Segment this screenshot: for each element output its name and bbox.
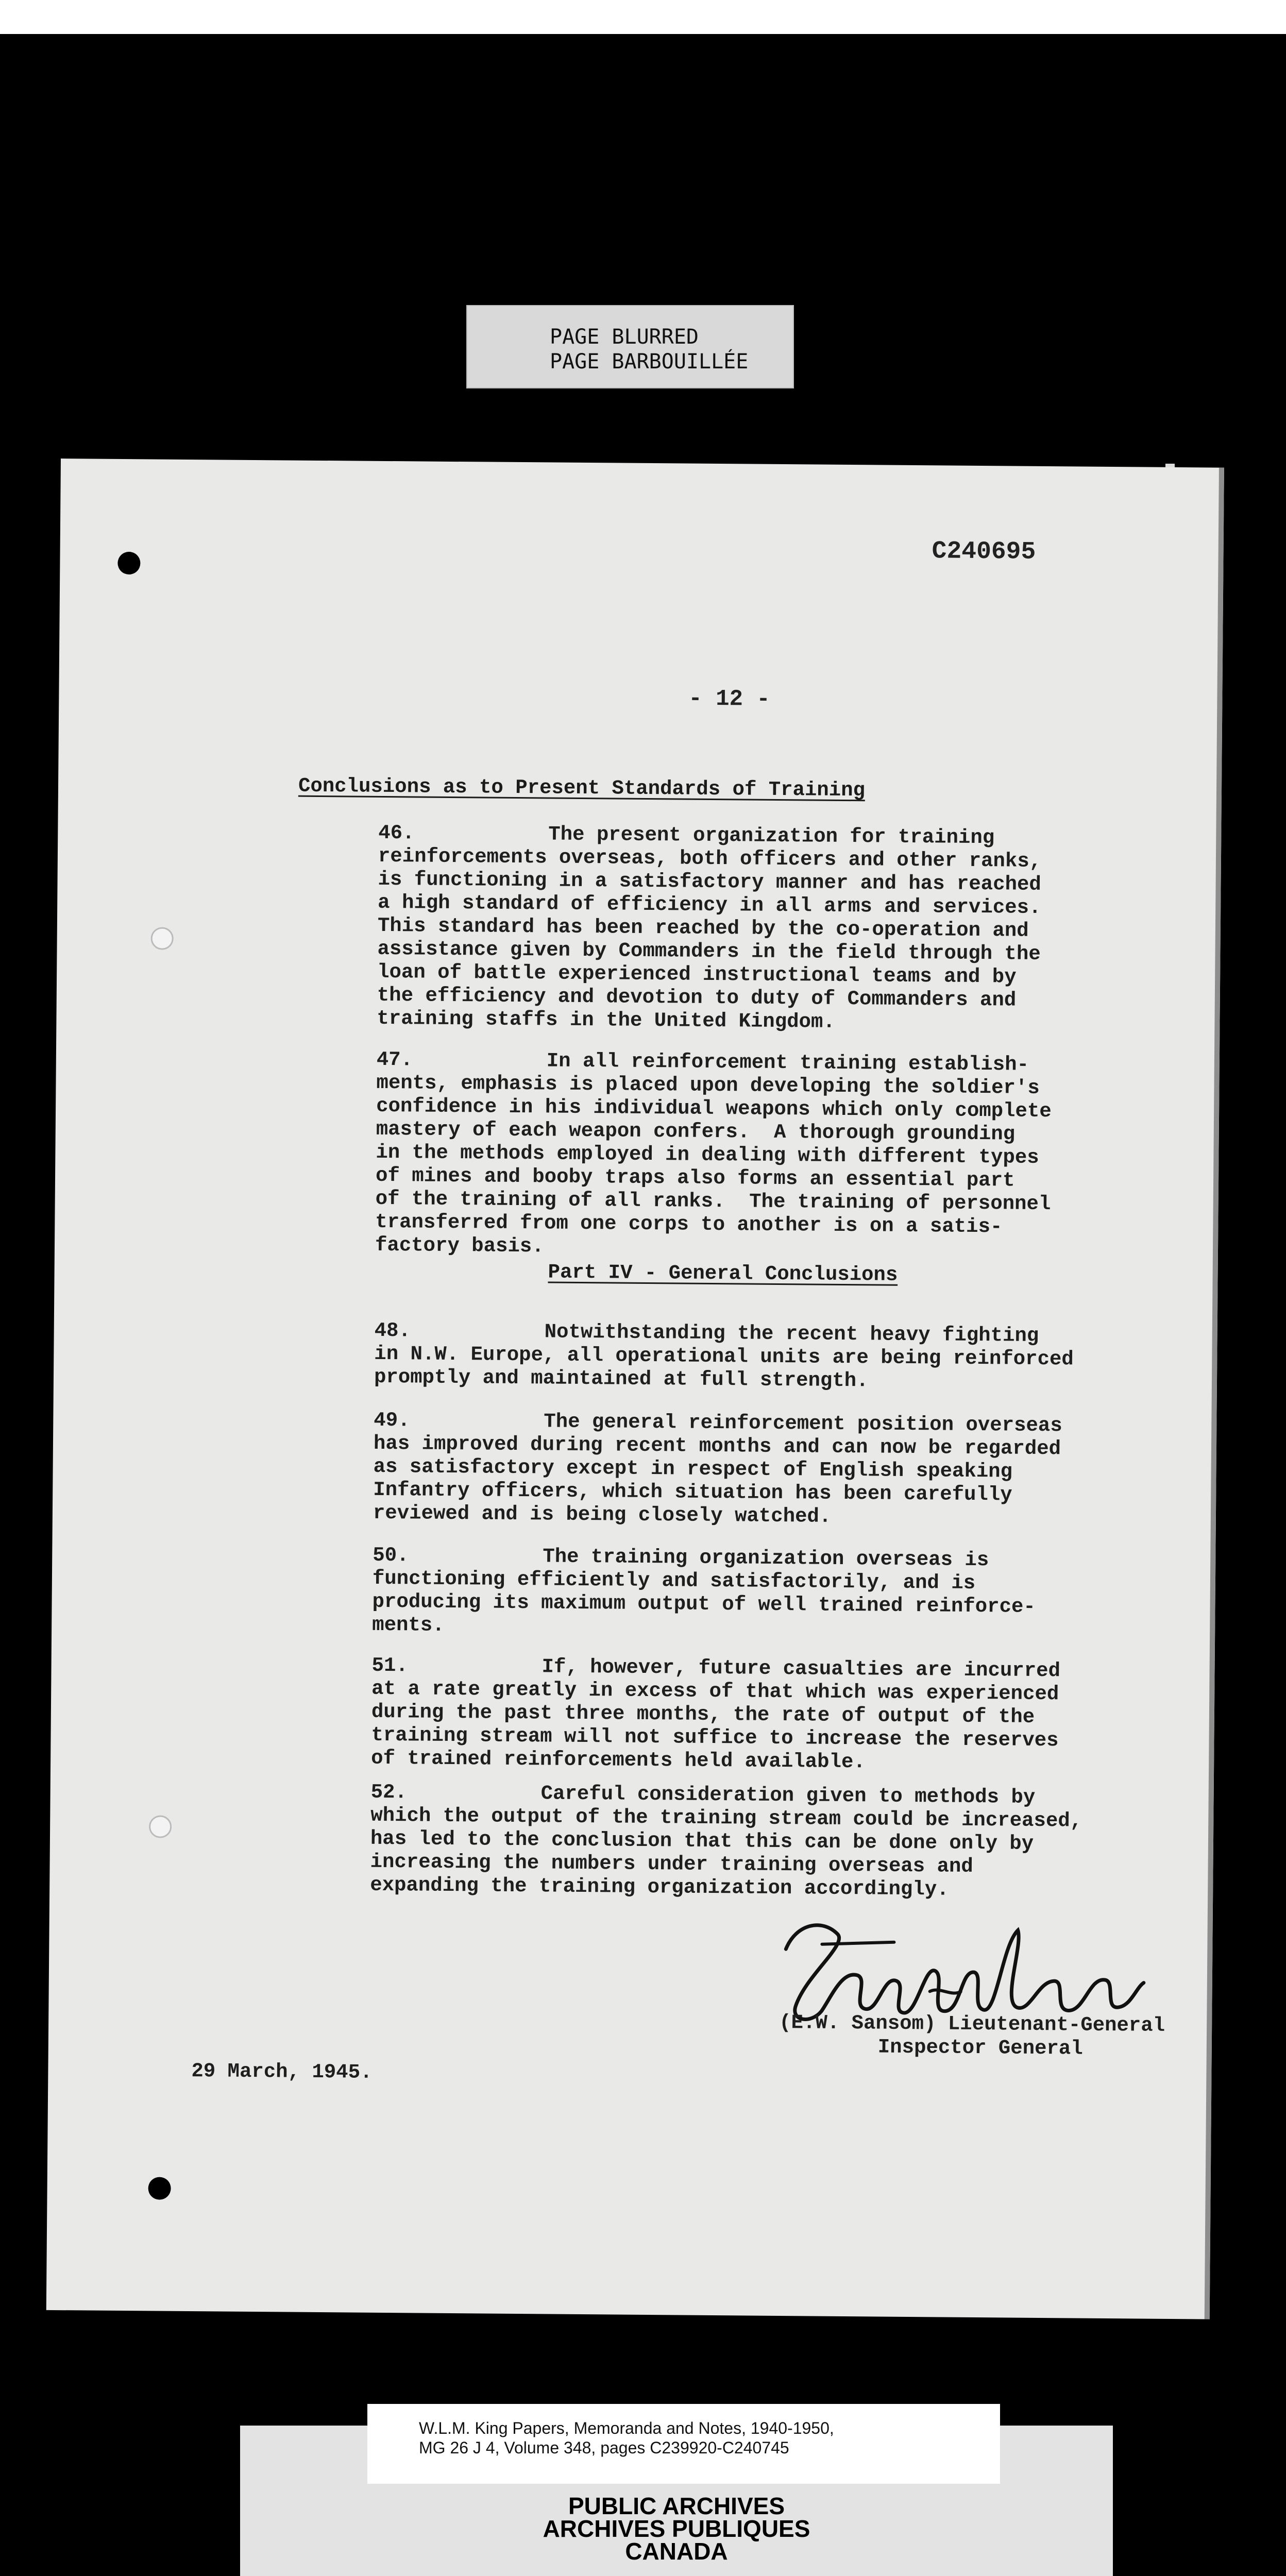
archive-title-line-1: PUBLIC ARCHIVES <box>568 2493 785 2519</box>
paragraph-text: If, however, future casualties are incurred at a rate greatly in excess of that which was experienced during the past three months, the rate of output of the training stream will not suffice to increase the reserves of trained reinforcements held available. <box>371 1655 1061 1774</box>
paragraph-text: In all reinforcement training establish- ments, emphasis is placed upon developing the soldier's confidence in his individual weapons which only complete mastery of each weapon confers. A thorough grounding in the methods employed in dealing with different types of mines and booby traps also forms an essential part of the training of all ranks. The training of personnel transferred from one corps to another is on a satis- factory basis. <box>375 1049 1052 1258</box>
paragraph-number: 47. <box>376 1048 413 1072</box>
archive-title <box>240 2495 1113 2563</box>
archive-reference-line-2: MG 26 J 4, Volume 348, pages C239920-C240745 <box>419 2438 789 2457</box>
paragraph-number: 48. <box>374 1319 411 1343</box>
section-heading: Conclusions as to Present Standards of Training <box>298 774 866 802</box>
part-heading: Part IV - General Conclusions <box>548 1261 898 1286</box>
paragraph-text: The general reinforcement position overseas has improved during recent months and can now be regarded as satisfactory except in respect of English speaking Infantry officers, which situation has been carefully reviewed and is being closely watched. <box>373 1410 1062 1528</box>
paragraph-text: The present organization for training reinforcements overseas, both officers and other ranks, is functioning in a satisfactory manner and has reached a high standard of efficiency in all arms and services. This standard has been reached by the co-operation and assistance given by Commanders in the field through the loan of battle experienced instructional teams and by the efficiency and devotion to duty of Commanders and training staffs in the United Kingdom. <box>377 823 1042 1033</box>
archive-reference-line-1: W.L.M. King Papers, Memoranda and Notes, 1940-1950, <box>419 2419 834 2437</box>
page-blurred-label <box>466 305 794 388</box>
document-page <box>46 459 1224 2319</box>
punch-hole-bottom <box>148 2177 171 2199</box>
blur-label-line-1: PAGE BLURRED <box>550 325 699 349</box>
document-date: 29 March, 1945. <box>191 2060 373 2084</box>
paragraph-text: Notwithstanding the recent heavy fighting in N.W. Europe, all operational units are being reinforced promptly and maintained at full strength. <box>374 1320 1074 1393</box>
paragraph-number: 52. <box>370 1781 408 1804</box>
punch-hole-middle-upper <box>151 927 174 950</box>
paragraph-text: The training organization overseas is functioning efficiently and satisfactorily, and is producing its maximum output of well trained reinforce- ments. <box>372 1545 1036 1637</box>
document-number: C240695 <box>932 537 1036 566</box>
punch-hole-middle-lower <box>149 1815 172 1838</box>
paragraph-number: 50. <box>373 1544 409 1567</box>
paragraph-number: 51. <box>371 1654 409 1677</box>
blur-label-line-2: PAGE BARBOUILLÉE <box>550 350 749 374</box>
signature-title: Inspector General <box>877 2036 1083 2060</box>
paragraph-text: Careful consideration given to methods by which the output of the training stream could be increased, has led to the conclusion that this can be done only by increasing the numbers under training overseas and expanding the training organization accordingly. <box>370 1782 1082 1901</box>
paragraph-number: 46. <box>378 821 415 845</box>
punch-hole-top <box>117 552 140 574</box>
archive-reference-box <box>367 2404 1000 2484</box>
archive-title-line-3: CANADA <box>625 2538 728 2565</box>
page-number: - 12 - <box>688 686 771 713</box>
archive-title-line-2: ARCHIVES PUBLIQUES <box>543 2515 810 2542</box>
top-white-strip <box>0 0 1286 34</box>
signature-name: (E.W. Sansom) Lieutenant-General <box>779 2011 1165 2037</box>
paragraph-number: 49. <box>374 1409 410 1432</box>
